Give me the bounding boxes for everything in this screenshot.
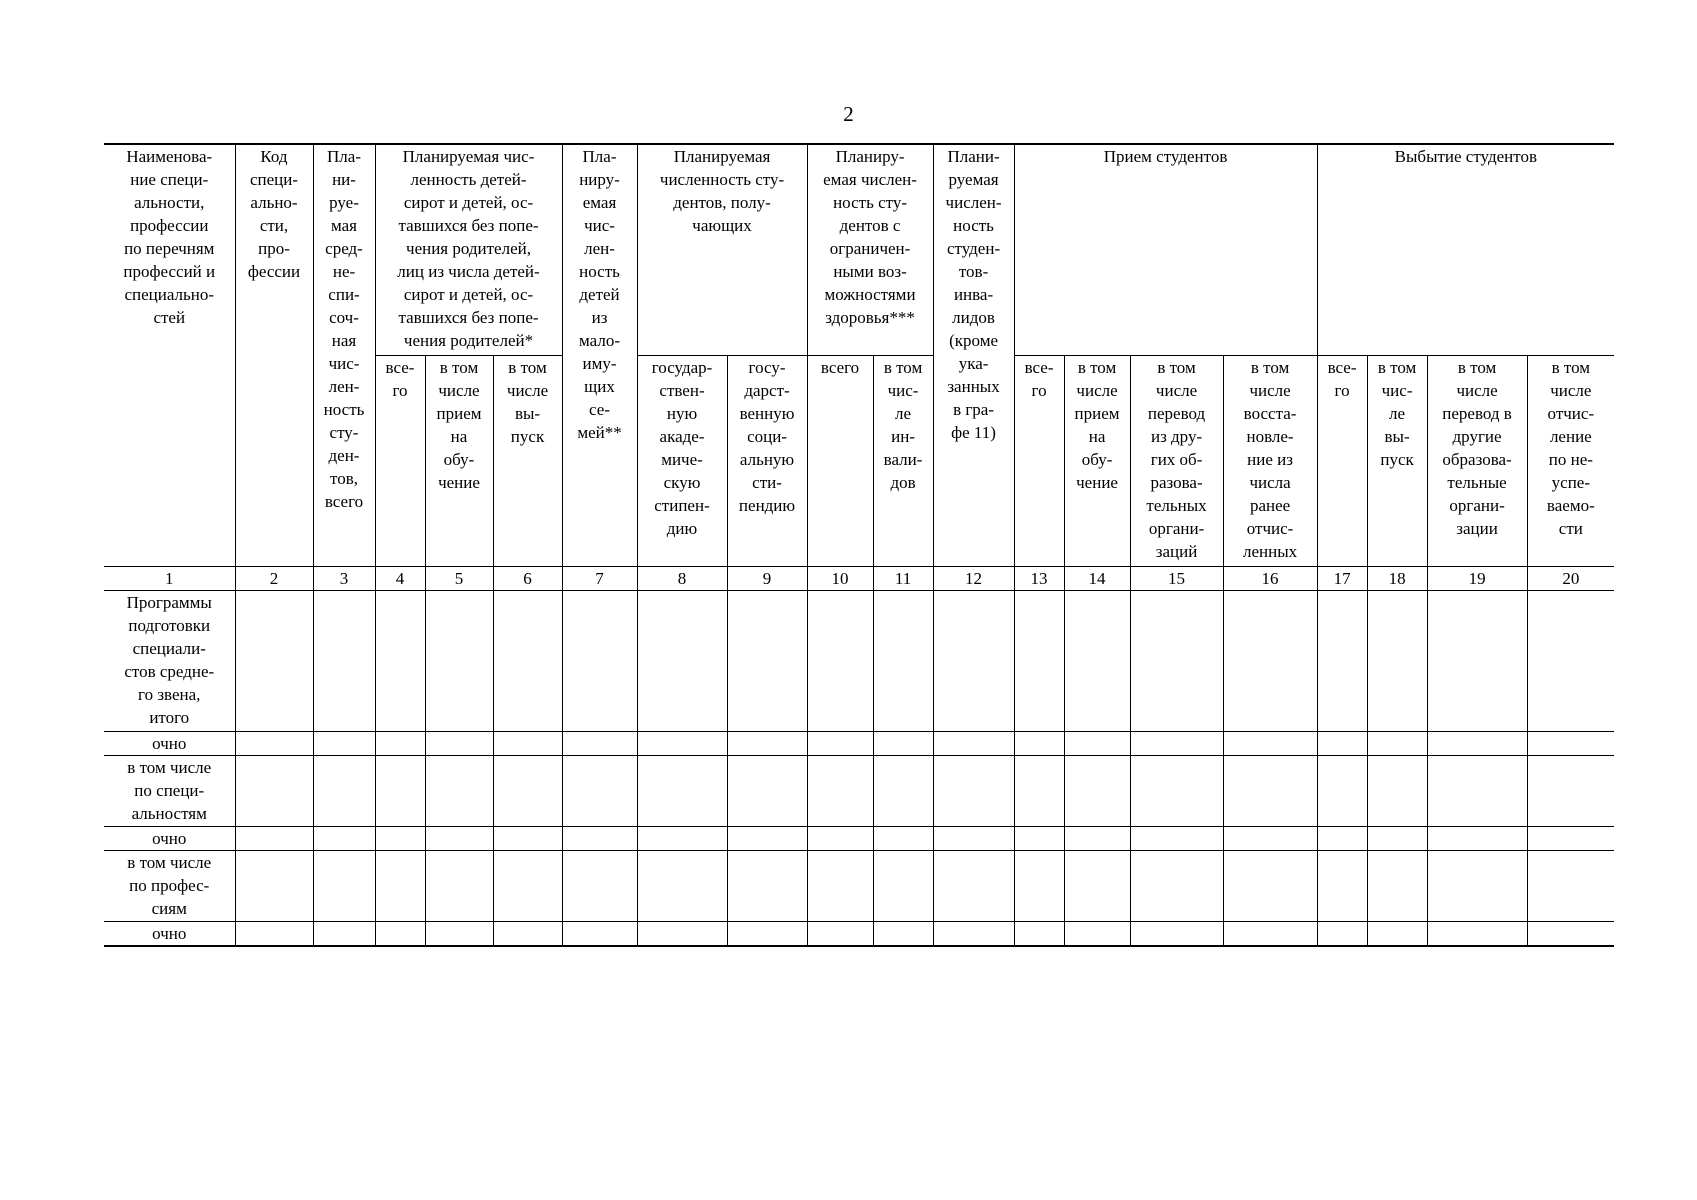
data-cell (1223, 756, 1317, 827)
data-cell (493, 732, 562, 756)
table-row-professions (104, 851, 1614, 922)
data-cell (1317, 591, 1367, 732)
table-row-full-time (104, 827, 1614, 851)
data-cell (493, 827, 562, 851)
column-number: 7 (562, 567, 637, 591)
data-cell (1367, 851, 1427, 922)
data-cell (425, 851, 493, 922)
data-cell (637, 756, 727, 827)
data-cell (933, 591, 1014, 732)
data-cell (933, 827, 1014, 851)
data-cell (1223, 827, 1317, 851)
data-cell (562, 922, 637, 947)
data-cell (375, 851, 425, 922)
data-cell (425, 756, 493, 827)
data-cell (933, 851, 1014, 922)
column-number: 10 (807, 567, 873, 591)
data-cell (1317, 851, 1367, 922)
data-cell (873, 591, 933, 732)
header-col-5: в том числе прием на обу- чение (425, 356, 493, 567)
data-cell (1064, 591, 1130, 732)
data-cell (1367, 591, 1427, 732)
data-cell (562, 756, 637, 827)
data-cell (1527, 827, 1614, 851)
column-number: 6 (493, 567, 562, 591)
column-number: 13 (1014, 567, 1064, 591)
header-group-admission: Прием студентов (1014, 144, 1317, 356)
data-cell (1527, 732, 1614, 756)
data-cell (1130, 827, 1223, 851)
row-label: Программы подготовки специали- стов средне- го звена, итого (104, 591, 235, 732)
data-cell (1223, 732, 1317, 756)
data-cell (562, 827, 637, 851)
data-cell (1427, 851, 1527, 922)
row-label: очно (104, 732, 235, 756)
data-cell (1317, 756, 1367, 827)
data-cell (1427, 732, 1527, 756)
header-col-20: в том числе отчис- ление по не- успе- ваемо- сти (1527, 356, 1614, 567)
data-cell (637, 732, 727, 756)
data-cell (425, 827, 493, 851)
report-table (104, 143, 1614, 947)
header-col-17: все- го (1317, 356, 1367, 567)
data-cell (235, 827, 313, 851)
header-col-11: в том чис- ле ин- вали- дов (873, 356, 933, 567)
data-cell (562, 591, 637, 732)
data-cell (313, 591, 375, 732)
header-col-1: Наименова- ние специ- альности, профессии по перечням профессий и специально- стей (104, 144, 235, 567)
column-number: 4 (375, 567, 425, 591)
data-cell (873, 756, 933, 827)
column-number: 3 (313, 567, 375, 591)
data-cell (1427, 591, 1527, 732)
data-cell (235, 732, 313, 756)
data-cell (235, 591, 313, 732)
data-cell (235, 756, 313, 827)
data-cell (493, 591, 562, 732)
column-number: 2 (235, 567, 313, 591)
row-label: очно (104, 922, 235, 947)
data-cell (1317, 732, 1367, 756)
data-cell (493, 851, 562, 922)
data-cell (637, 851, 727, 922)
data-cell (313, 922, 375, 947)
header-col-10: всего (807, 356, 873, 567)
data-cell (1130, 851, 1223, 922)
data-cell (1014, 591, 1064, 732)
data-cell (727, 756, 807, 827)
table-row-full-time (104, 732, 1614, 756)
data-cell (1130, 591, 1223, 732)
data-cell (1064, 732, 1130, 756)
data-cell (807, 756, 873, 827)
header-col-8: государ- ствен- ную акаде- миче- скую стипен- дию (637, 356, 727, 567)
column-number: 9 (727, 567, 807, 591)
data-cell (1527, 922, 1614, 947)
data-cell (1223, 851, 1317, 922)
data-cell (1130, 922, 1223, 947)
data-cell (637, 591, 727, 732)
data-cell (375, 591, 425, 732)
header-group-scholarship: Планируемая численность сту- дентов, полу- чающих (637, 144, 807, 356)
data-cell (873, 827, 933, 851)
header-col-7: Пла- ниру- емая чис- лен- ность детей из мало- иму- щих се- мей** (562, 144, 637, 567)
data-cell (313, 827, 375, 851)
data-cell (313, 732, 375, 756)
data-cell (873, 851, 933, 922)
data-cell (1064, 922, 1130, 947)
data-cell (493, 922, 562, 947)
column-number: 11 (873, 567, 933, 591)
row-label: очно (104, 827, 235, 851)
data-cell (727, 827, 807, 851)
data-cell (1064, 851, 1130, 922)
data-cell (727, 591, 807, 732)
data-cell (562, 851, 637, 922)
data-cell (1527, 591, 1614, 732)
data-cell (1427, 827, 1527, 851)
data-cell (1014, 922, 1064, 947)
header-group-dropout: Выбытие студентов (1317, 144, 1614, 356)
header-col-6: в том числе вы- пуск (493, 356, 562, 567)
header-col-9: госу- дарст- венную соци- альную сти- пендию (727, 356, 807, 567)
data-cell (807, 922, 873, 947)
data-cell (562, 732, 637, 756)
row-label: в том числе по специ- альностям (104, 756, 235, 827)
header-col-15: в том числе перевод из дру- гих об- разова- тельных органи- заций (1130, 356, 1223, 567)
header-col-14: в том числе прием на обу- чение (1064, 356, 1130, 567)
header-col-12: Плани- руемая числен- ность студен- тов- инва- лидов (кроме ука- занных в гра- фе 11) (933, 144, 1014, 567)
data-cell (1223, 922, 1317, 947)
data-cell (313, 851, 375, 922)
data-cell (807, 591, 873, 732)
data-cell (1317, 827, 1367, 851)
data-cell (1527, 756, 1614, 827)
data-cell (1223, 591, 1317, 732)
data-cell (1367, 922, 1427, 947)
header-col-18: в том чис- ле вы- пуск (1367, 356, 1427, 567)
data-cell (873, 922, 933, 947)
header-col-3: Пла- ни- руе- мая сред- не- спи- соч- ная чис- лен- ность сту- ден- тов, всего (313, 144, 375, 567)
data-cell (807, 732, 873, 756)
table-row-total (104, 591, 1614, 732)
data-cell (1527, 851, 1614, 922)
column-number: 14 (1064, 567, 1130, 591)
column-number: 12 (933, 567, 1014, 591)
data-cell (375, 827, 425, 851)
data-cell (1014, 756, 1064, 827)
data-cell (1014, 732, 1064, 756)
data-cell (873, 732, 933, 756)
data-cell (933, 922, 1014, 947)
column-number: 15 (1130, 567, 1223, 591)
data-cell (425, 591, 493, 732)
header-col-13: все- го (1014, 356, 1064, 567)
data-cell (493, 756, 562, 827)
data-cell (1367, 756, 1427, 827)
row-label: в том числе по профес- сиям (104, 851, 235, 922)
header-col-2: Код специ- ально- сти, про- фессии (235, 144, 313, 567)
data-cell (1014, 851, 1064, 922)
data-cell (933, 756, 1014, 827)
data-cell (1427, 756, 1527, 827)
column-number: 19 (1427, 567, 1527, 591)
data-cell (1130, 732, 1223, 756)
data-cell (637, 827, 727, 851)
column-number: 20 (1527, 567, 1614, 591)
data-cell (727, 851, 807, 922)
data-cell (807, 827, 873, 851)
column-number: 18 (1367, 567, 1427, 591)
data-cell (375, 732, 425, 756)
table-row-full-time (104, 922, 1614, 947)
data-cell (375, 756, 425, 827)
data-cell (637, 922, 727, 947)
data-cell (933, 732, 1014, 756)
header-row-top (104, 144, 1614, 356)
column-number: 1 (104, 567, 235, 591)
column-number: 16 (1223, 567, 1317, 591)
data-cell (727, 922, 807, 947)
header-col-16: в том числе восста- новле- ние из числа ранее отчис- ленных (1223, 356, 1317, 567)
column-number: 17 (1317, 567, 1367, 591)
data-cell (1014, 827, 1064, 851)
column-number-row (104, 567, 1614, 591)
data-cell (1367, 827, 1427, 851)
data-cell (313, 756, 375, 827)
data-cell (235, 922, 313, 947)
column-number: 8 (637, 567, 727, 591)
data-cell (1427, 922, 1527, 947)
header-group-disabilities: Планиру- емая числен- ность сту- дентов с ограничен- ными воз- можностями здоровья*** (807, 144, 933, 356)
header-col-4: все- го (375, 356, 425, 567)
data-cell (727, 732, 807, 756)
page-number: 2 (843, 102, 854, 126)
data-cell (425, 922, 493, 947)
data-cell (1317, 922, 1367, 947)
table-row-specialties (104, 756, 1614, 827)
data-cell (1064, 827, 1130, 851)
column-number: 5 (425, 567, 493, 591)
data-cell (235, 851, 313, 922)
header-group-orphans: Планируемая чис- ленность детей- сирот и детей, ос- тавшихся без попе- чения родителей, лиц из числа детей- сирот и детей, ос- тавшихся без попе- чения родителей* (375, 144, 562, 356)
header-col-19: в том числе перевод в другие образова- тельные органи- зации (1427, 356, 1527, 567)
data-cell (375, 922, 425, 947)
data-cell (425, 732, 493, 756)
data-cell (1064, 756, 1130, 827)
data-cell (1130, 756, 1223, 827)
data-cell (807, 851, 873, 922)
data-cell (1367, 732, 1427, 756)
